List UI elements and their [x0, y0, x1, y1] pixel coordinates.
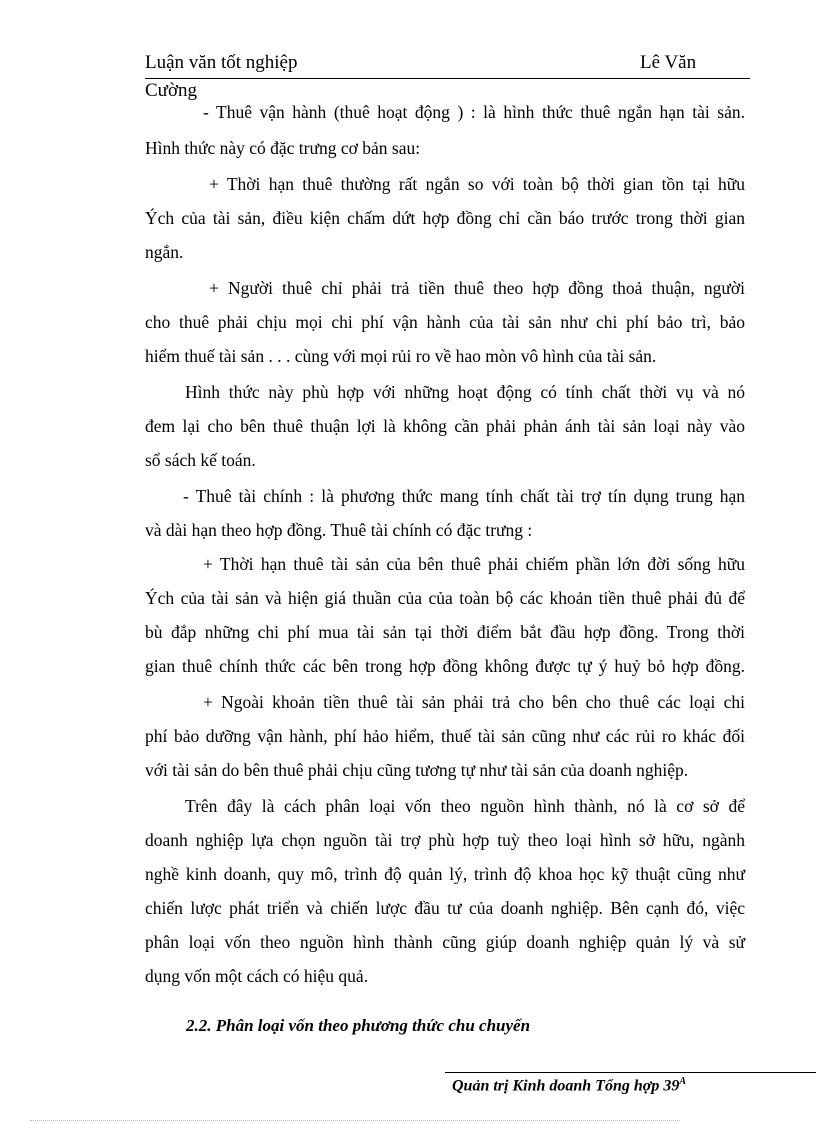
text-line: Ých của tài sản, điều kiện chấm dứt hợp đồng chỉ cần báo trước trong thời gian	[145, 208, 745, 228]
footer-rule	[445, 1072, 816, 1073]
footer-superscript: A	[679, 1076, 687, 1087]
text-line: Hình thức này phù hợp với những hoạt động có tính chất thời vụ và nó	[185, 382, 745, 402]
text-line: + Ngoài khoản tiền thuê tài sản phải trả cho bên cho thuê các loại chi	[203, 692, 745, 712]
text-line: đem lại cho bên thuê thuận lợi là không cần phải phản ánh tài sản loại này vào	[145, 416, 745, 436]
text-line: phí bảo dưỡng vận hành, phí hảo hiểm, thuế tài sản cũng như các rủi ro khác đối	[145, 726, 745, 746]
text-line: phân loại vốn theo nguồn hình thành cũng giúp doanh nghiệp quản lý và sử	[145, 932, 745, 952]
text-line: với tài sản do bên thuê phải chịu cũng tương tự như tài sản của doanh nghiệp.	[145, 760, 689, 780]
header-author-continuation: Cường	[145, 80, 198, 101]
text-line: + Thời hạn thuê tài sản của bên thuê phải chiếm phần lớn đời sống hữu	[203, 554, 745, 574]
header-title: Luận văn tốt nghiệp	[145, 52, 298, 73]
text-line: Trên đây là cách phân loại vốn theo nguồn hình thành, nó là cơ sở để	[185, 796, 745, 816]
text-line: + Thời hạn thuê thường rất ngắn so với toàn bộ thời gian tồn tại hữu	[209, 174, 745, 194]
text-line: bù đắp những chi phí mua tài sản tại thời điểm bắt đầu hợp đồng. Trong thời	[145, 622, 745, 642]
section-heading: 2.2. Phân loại vốn theo phương thức chu chuyển	[186, 1016, 531, 1035]
text-line: nghề kinh doanh, quy mô, trình độ quản lý, trình độ khoa học kỹ thuật cũng như	[145, 864, 745, 884]
text-line: gian thuê chính thức các bên trong hợp đồng không được tự ý huỷ bỏ hợp đồng.	[145, 656, 745, 676]
text-line: và dài hạn theo hợp đồng. Thuê tài chính có đặc trưng :	[145, 520, 533, 540]
text-line: Ých của tài sản và hiện giá thuần của của toàn bộ các khoản tiền thuê phải đủ để	[145, 588, 745, 608]
text-line: + Người thuê chỉ phải trả tiền thuê theo hợp đồng thoả thuận, người	[209, 278, 745, 298]
page-bottom-divider	[30, 1120, 680, 1121]
text-line: cho thuê phải chịu mọi chi phí vận hành của tài sản như chi phí bảo trì, bảo	[145, 312, 745, 332]
header-author: Lê Văn	[640, 52, 697, 73]
text-line: sổ sách kế toán.	[145, 450, 256, 470]
text-line: - Thuê vận hành (thuê hoạt động ) : là hình thức thuê ngắn hạn tài sản.	[203, 102, 745, 122]
text-line: Hình thức này có đặc trưng cơ bản sau:	[145, 138, 421, 158]
page-header	[145, 52, 750, 79]
text-line: dụng vốn một cách có hiệu quả.	[145, 966, 369, 986]
text-line: chiến lược phát triển và chiến lược đầu tư của doanh nghiệp. Bên cạnh đó, việc	[145, 898, 745, 918]
text-line: doanh nghiệp lựa chọn nguồn tài trợ phù hợp tuỳ theo loại hình sở hữu, ngành	[145, 830, 745, 850]
page-footer	[452, 1076, 686, 1095]
footer-text: Quản trị Kinh doanh Tổng hợp 39	[452, 1077, 680, 1095]
text-line: - Thuê tài chính : là phương thức mang tính chất tài trợ tín dụng trung hạn	[183, 486, 745, 506]
text-line: hiểm thuế tài sản . . . cùng với mọi rủi ro về hao mòn vô hình của tài sản.	[145, 346, 657, 366]
text-line: ngắn.	[145, 242, 184, 262]
